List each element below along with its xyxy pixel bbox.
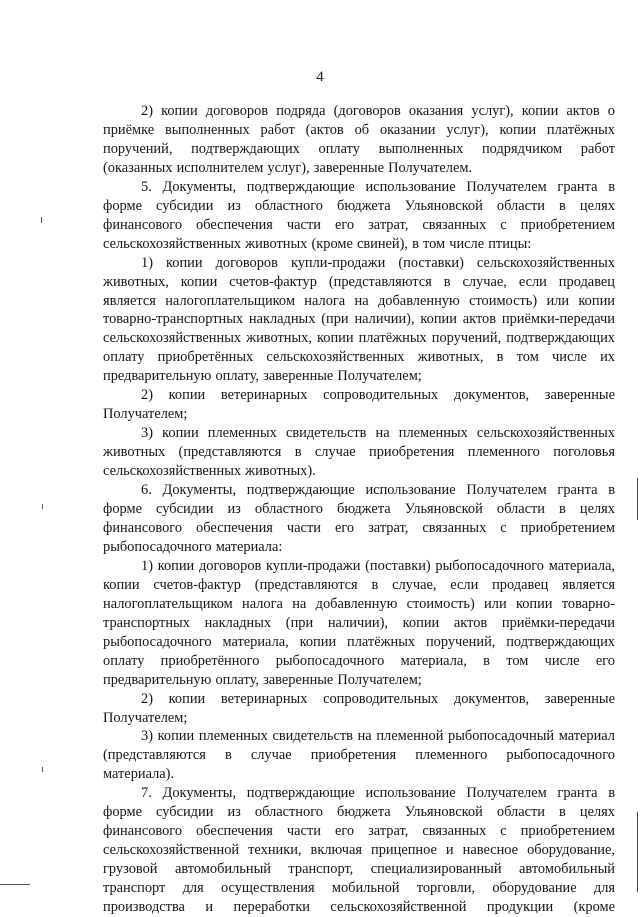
scan-edge-line [637, 478, 638, 520]
paragraph-6-1: 1) копии договоров купли-продажи (поставки) рыбопосадочного материала, копии счетов-фактур (представляются в случае, если продавец является налогоплательщиком налога на добавленную стоимость) или копии товарно-транспортных накладных (при наличии), копии актов приёмки-передачи рыбопосадочного материала, копии платёжных поручений, подтверждающих оплату приобретённого рыбопосадочного материала, в том числе его предварительную оплату, заверенные Получателем; [103, 557, 615, 688]
scan-edge-line [637, 812, 638, 892]
paragraph-6: 6. Документы, подтверждающие использование Получателем гранта в форме субсидии из областного бюджета Ульяновской области в целях финансового обеспечения части его затрат, связанных с приобретением рыбопосадочного материала: [103, 482, 615, 555]
page-number: 4 [316, 69, 324, 85]
paragraph-4-2: 2) копии договоров подряда (договоров оказания услуг), копии актов о приёмке выполненных работ (актов об оказании услуг), копии платёжных поручений, подтверждающих оплату выполненных подрядчиком работ (оказанных исполнителем услуг), заверенные Получателем. [103, 103, 615, 176]
scan-mark [41, 217, 42, 223]
paragraph-6-3: 3) копии племенных свидетельств на племенной рыбопосадочный материал (представляются в случае приобретения племенного рыбопосадочного материала). [103, 728, 615, 783]
paragraph-5: 5. Документы, подтверждающие использование Получателем гранта в форме субсидии из областного бюджета Ульяновской области в целях финансового обеспечения части его затрат, связанных с приобретением сельскохозяйственных животных (кроме свиней), в том числе птицы: [103, 178, 615, 252]
paragraph-5-1: 1) копии договоров купли-продажи (поставки) сельскохозяйственных животных, копии счетов-фактур (представляются в случае, если продавец является налогоплательщиком налога на добавленную стоимость) или копии товарно-транспортных накладных (при наличии), копии актов приёмки-передачи сельскохозяйственных животных, копии платёжных поручений, подтверждающих оплату приобретённых сельскохозяйственных животных, в том числе их предварительную оплату, заверенные Получателем; [103, 254, 615, 385]
scan-mark [42, 504, 43, 509]
paragraph-6-2: 2) копии ветеринарных сопроводительных документов, заверенные Получателем; [103, 690, 615, 726]
document-body [103, 102, 615, 917]
paragraph-5-3: 3) копии племенных свидетельств на племенных сельскохозяйственных животных (представляются в случае приобретения племенного поголовья сельскохозяйственных животных). [103, 425, 615, 480]
scan-footer-line [0, 884, 30, 885]
scan-mark [42, 767, 43, 772]
paragraph-7: 7. Документы, подтверждающие использование Получателем гранта в форме субсидии из областного бюджета Ульяновской области в целях финансового обеспечения части его затрат, связанных с приобретением сельскохозяйственной техники, включая прицепное и навесное оборудование, грузовой автомобильный транспорт, специализированный автомобильный транспорт для осуществления мобильной торговли, оборудование для производства и переработки сельскохозяйственной продукции (кроме [103, 785, 615, 916]
paragraph-5-2: 2) копии ветеринарных сопроводительных документов, заверенные Получателем; [103, 387, 615, 423]
